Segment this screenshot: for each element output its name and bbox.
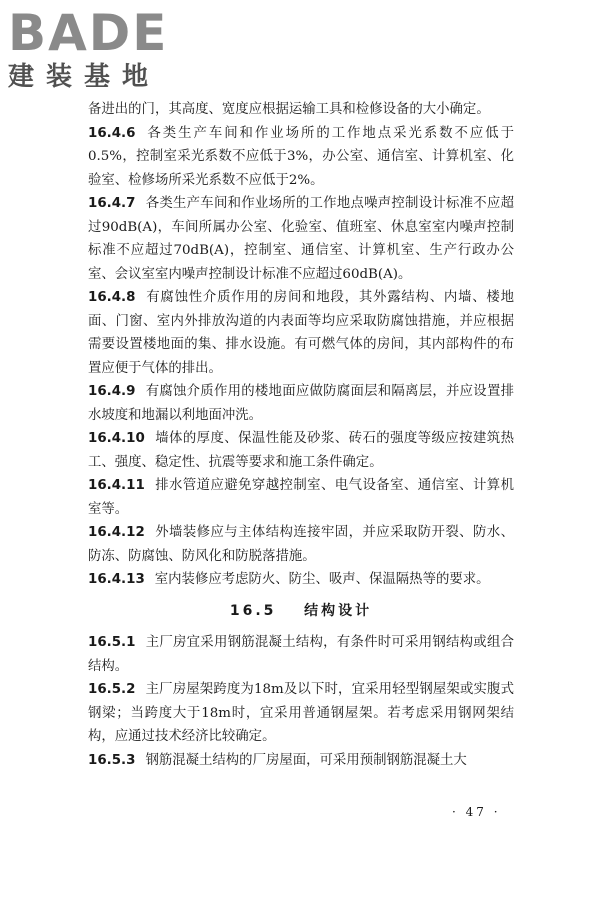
clause-text: 主厂房屋架跨度为18m及以下时，宜采用轻型钢屋架或实腹式钢梁；当跨度大于18m时，宜采用普通钢屋架。若考虑采用钢网架结构，应通过技术经济比较确定。 bbox=[88, 682, 514, 744]
clause-text: 有腐蚀性介质作用的房间和地段，其外露结构、内墙、楼地面、门窗、室内外排放沟道的内表面等均应采取防腐蚀措施，并应根据需要设置楼地面的集、排水设施。有可燃气体的房间，其内部构件的布置应便于气体的排出。 bbox=[88, 290, 514, 376]
clause-paragraph bbox=[88, 192, 514, 286]
clause-list-16-4 bbox=[88, 122, 514, 592]
clause-number: 16.4.11 bbox=[88, 478, 145, 493]
clause-text: 排水管道应避免穿越控制室、电气设备室、通信室、计算机室等。 bbox=[88, 478, 514, 517]
clause-paragraph bbox=[88, 568, 514, 592]
clause-paragraph bbox=[88, 474, 514, 521]
page-number: · 47 · bbox=[452, 805, 501, 819]
logo-text-cn: 建装基地 bbox=[8, 62, 161, 92]
logo-text-en: BADE bbox=[8, 4, 169, 62]
clause-number: 16.4.6 bbox=[88, 125, 136, 141]
clause-number: 16.4.8 bbox=[88, 290, 136, 305]
lead-line: 备进出的门，其高度、宽度应根据运输工具和检修设备的大小确定。 bbox=[88, 102, 490, 117]
clause-text: 主厂房宜采用钢筋混凝土结构，有条件时可采用钢结构或组合结构。 bbox=[88, 635, 514, 674]
clause-number: 16.4.10 bbox=[88, 431, 145, 446]
clause-paragraph bbox=[88, 521, 514, 568]
clause-text: 室内装修应考虑防火、防尘、吸声、保温隔热等的要求。 bbox=[154, 572, 490, 587]
clause-text: 外墙装修应与主体结构连接牢固，并应采取防开裂、防水、防冻、防腐蚀、防风化和防脱落措施。 bbox=[88, 525, 514, 564]
clause-number: 16.4.12 bbox=[88, 525, 145, 540]
clause-number: 16.5.3 bbox=[88, 752, 136, 768]
clause-paragraph bbox=[88, 749, 514, 773]
clause-text: 各类生产车间和作业场所的工作地点噪声控制设计标准不应超过90dB(A)，车间所属办公室、化验室、值班室、休息室室内噪声控制标准不应超过70dB(A)，控制室、通信室、计算机室、生产行政办公室、会议室室内噪声控制设计标准不应超过60dB(A)。 bbox=[88, 196, 514, 282]
clause-paragraph bbox=[88, 122, 514, 193]
clause-paragraph bbox=[88, 427, 514, 474]
clause-text: 有腐蚀介质作用的楼地面应做防腐面层和隔离层，并应设置排水坡度和地漏以利地面冲洗。 bbox=[88, 384, 514, 423]
clause-paragraph bbox=[88, 631, 514, 678]
clause-paragraph bbox=[88, 286, 514, 380]
clause-paragraph bbox=[88, 380, 514, 427]
clause-number: 16.4.13 bbox=[88, 572, 145, 587]
clause-number: 16.4.7 bbox=[88, 196, 136, 211]
clause-number: 16.4.9 bbox=[88, 384, 136, 399]
clause-list-16-5 bbox=[88, 631, 514, 772]
clause-text: 钢筋混凝土结构的厂房屋面，可采用预制钢筋混凝土大 bbox=[145, 752, 467, 768]
document-body bbox=[88, 98, 514, 772]
section-title: 结构设计 bbox=[304, 602, 373, 619]
watermark-logo bbox=[8, 6, 178, 98]
clause-text: 各类生产车间和作业场所的工作地点采光系数不应低于0.5%，控制室采光系数不应低于3%，办公室、通信室、计算机室、化验室、检修场所采光系数不应低于2%。 bbox=[88, 125, 514, 188]
section-heading bbox=[88, 600, 514, 624]
clause-paragraph bbox=[88, 678, 514, 749]
clause-number: 16.5.1 bbox=[88, 635, 136, 650]
clause-text: 墙体的厚度、保温性能及砂浆、砖石的强度等级应按建筑热工、强度、稳定性、抗震等要求和施工条件确定。 bbox=[88, 431, 514, 470]
section-number: 16.5 bbox=[229, 602, 277, 619]
clause-number: 16.5.2 bbox=[88, 682, 136, 697]
